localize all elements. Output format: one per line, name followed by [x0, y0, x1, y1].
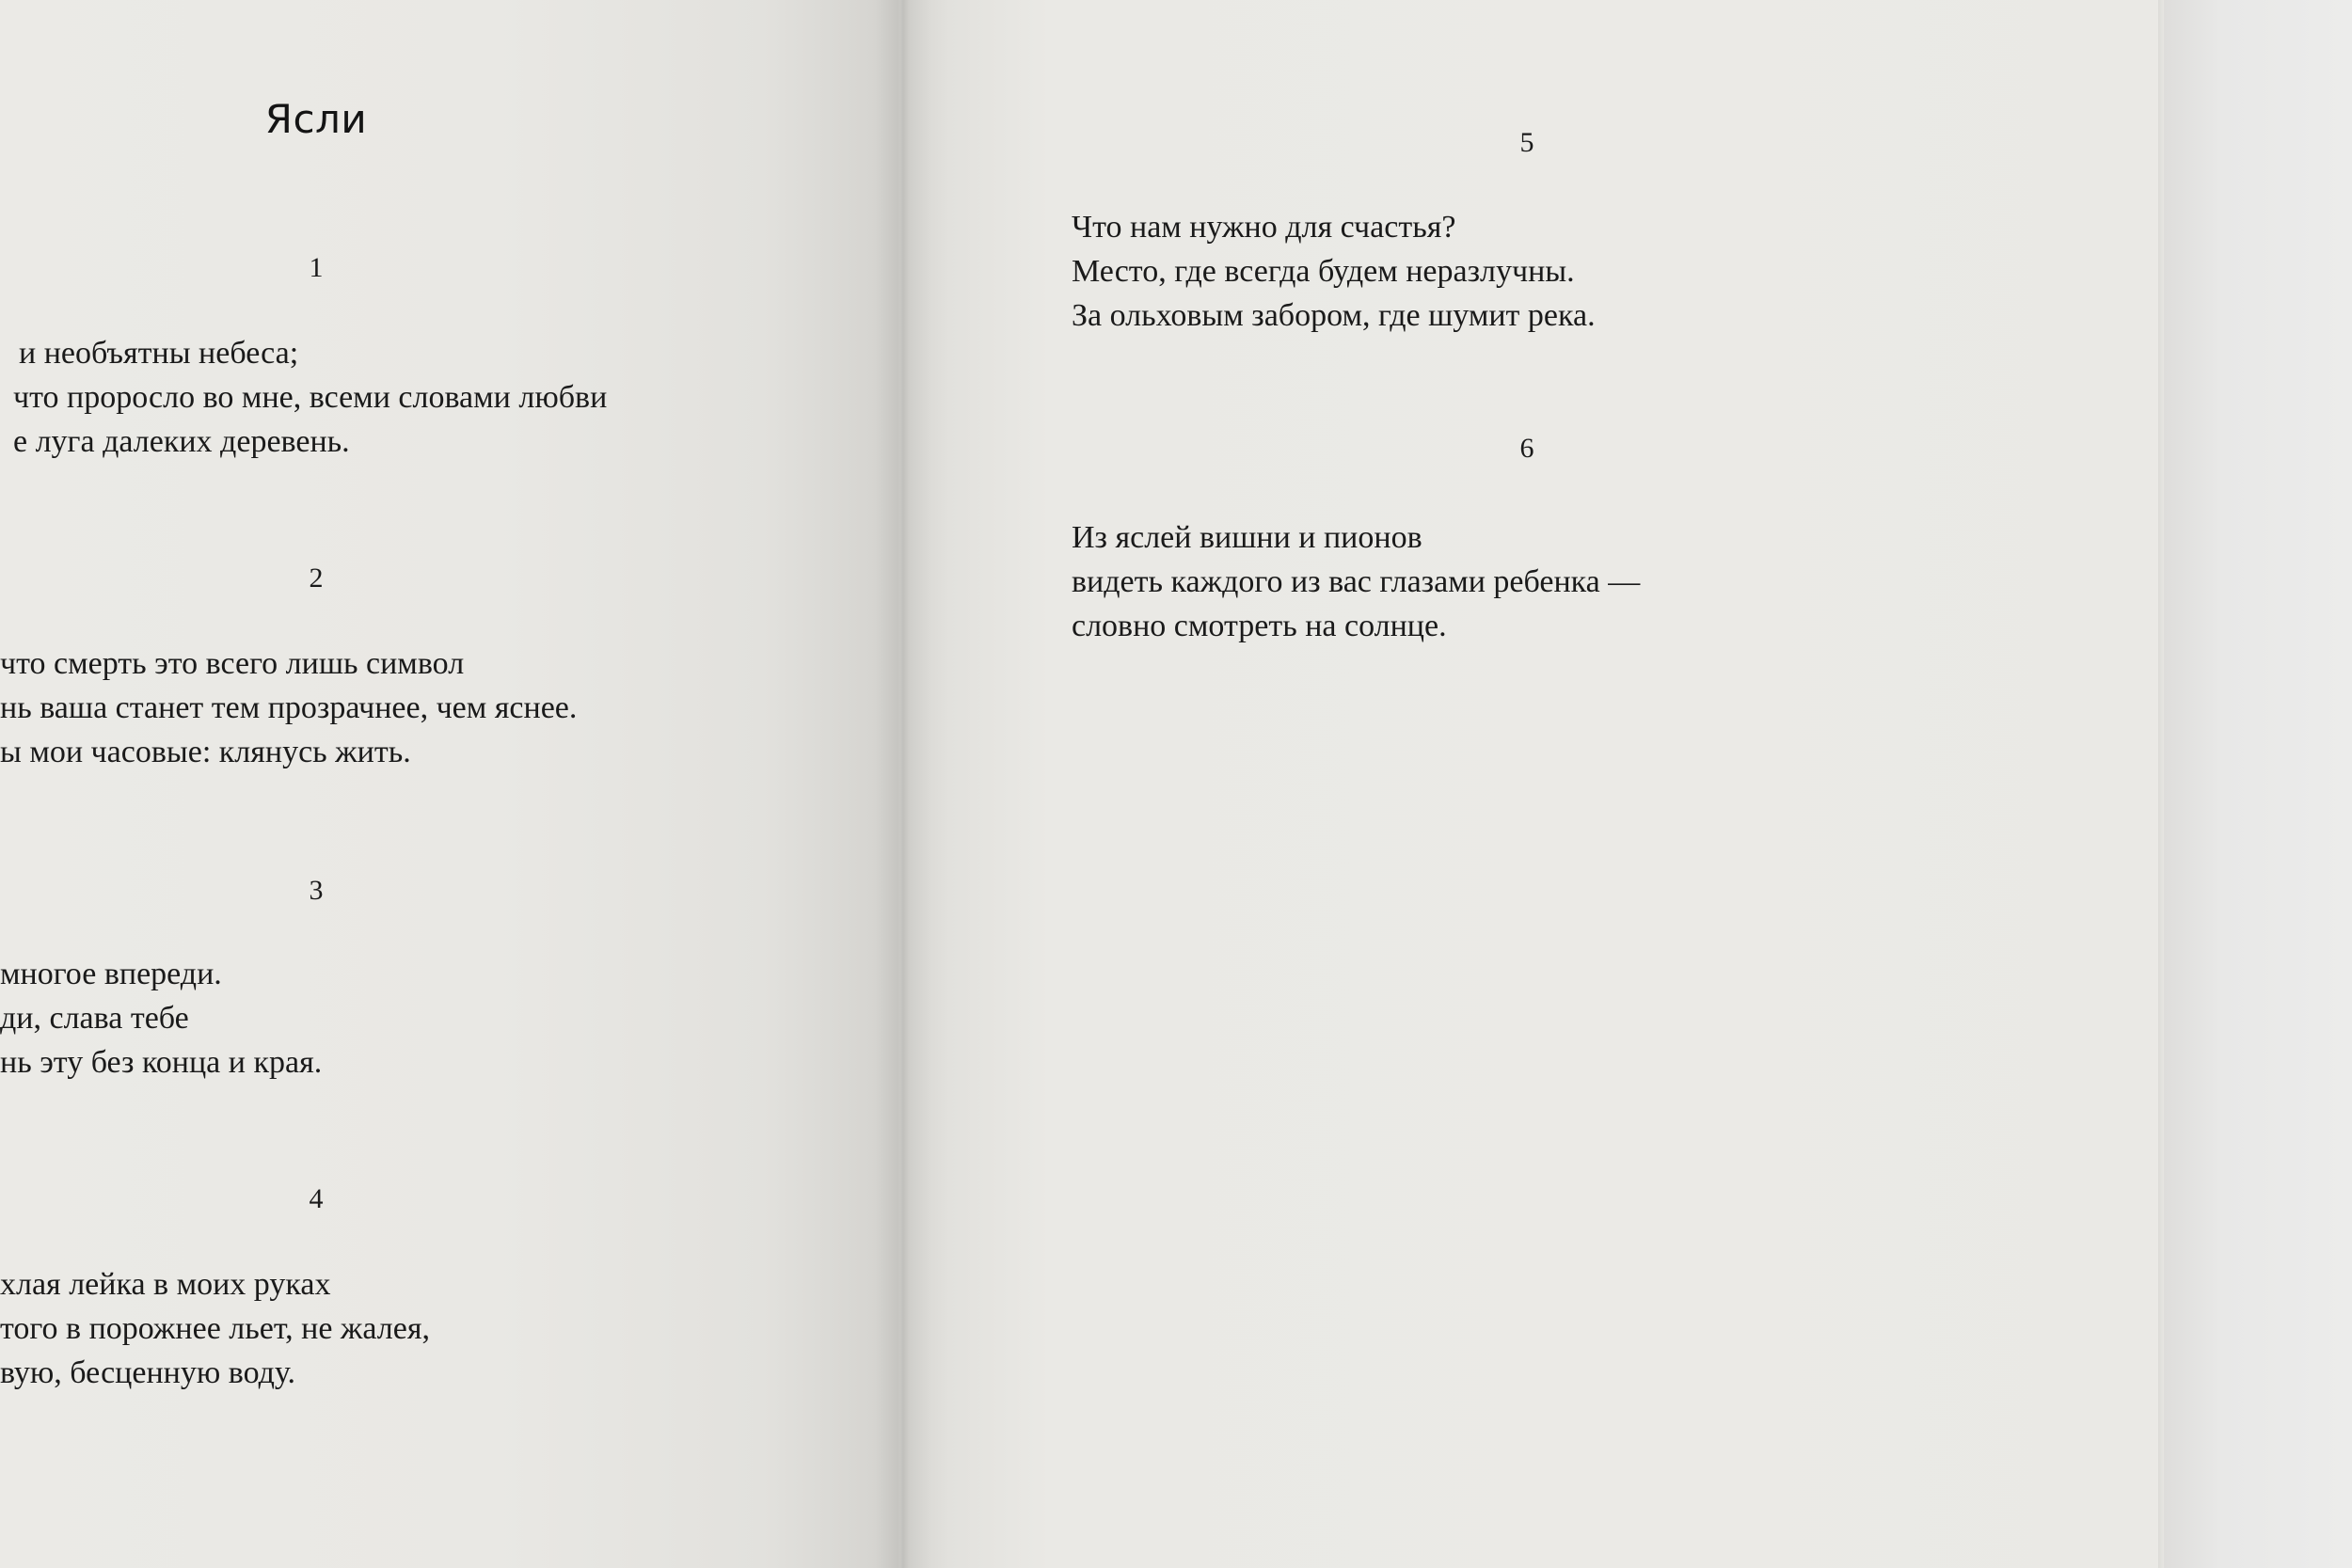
stanza-line: видеть каждого из вас глазами ребенка — — [1072, 564, 1641, 599]
section-number: 4 — [309, 1183, 324, 1214]
stanza — [0, 1262, 430, 1395]
stanza-line: что проросло во мне, всеми словами любви — [13, 380, 608, 415]
stanza-line: е луга далеких деревень. — [13, 424, 350, 459]
right-page — [898, 0, 2162, 1568]
stanza-line: За ольховым забором, где шумит река. — [1072, 298, 1596, 333]
stanza-line: Место, где всегда будем неразлучны. — [1072, 254, 1575, 289]
stanza-line: что смерть это всего лишь символ — [0, 646, 465, 681]
background-surface — [2164, 0, 2352, 1568]
stanza-line: словно смотреть на солнце. — [1072, 609, 1447, 643]
section-number: 5 — [1519, 127, 1534, 158]
stanza — [0, 952, 322, 1085]
section-number: 1 — [309, 252, 324, 283]
left-page — [0, 0, 898, 1568]
stanza-line: нь эту без конца и края. — [0, 1045, 323, 1080]
stanza — [0, 641, 577, 774]
stanza-line: ы мои часовые: клянусь жить. — [0, 735, 411, 769]
stanza — [0, 331, 607, 464]
section-number: 3 — [309, 875, 324, 906]
stanza — [1072, 205, 1596, 338]
poem-title: Ясли — [264, 96, 368, 142]
stanza-line: и необъятны небеса; — [19, 336, 299, 371]
section-number: 6 — [1519, 433, 1534, 464]
page-edge — [2158, 0, 2164, 1568]
stanza-line: нь ваша станет тем прозрачнее, чем яснее. — [0, 690, 578, 725]
stanza — [1072, 515, 1640, 648]
stanza-line: того в порожнее льет, не жалея, — [0, 1311, 431, 1346]
stanza-line: вую, бесценную воду. — [0, 1355, 295, 1390]
stanza-line: ди, слава тебе — [0, 1001, 189, 1036]
section-number: 2 — [309, 562, 324, 594]
stanza-line: Из яслей вишни и пионов — [1072, 520, 1422, 555]
stanza-line: хлая лейка в моих руках — [0, 1267, 331, 1302]
stanza-line: многое впереди. — [0, 957, 222, 991]
stanza-line: Что нам нужно для счастья? — [1072, 210, 1456, 245]
